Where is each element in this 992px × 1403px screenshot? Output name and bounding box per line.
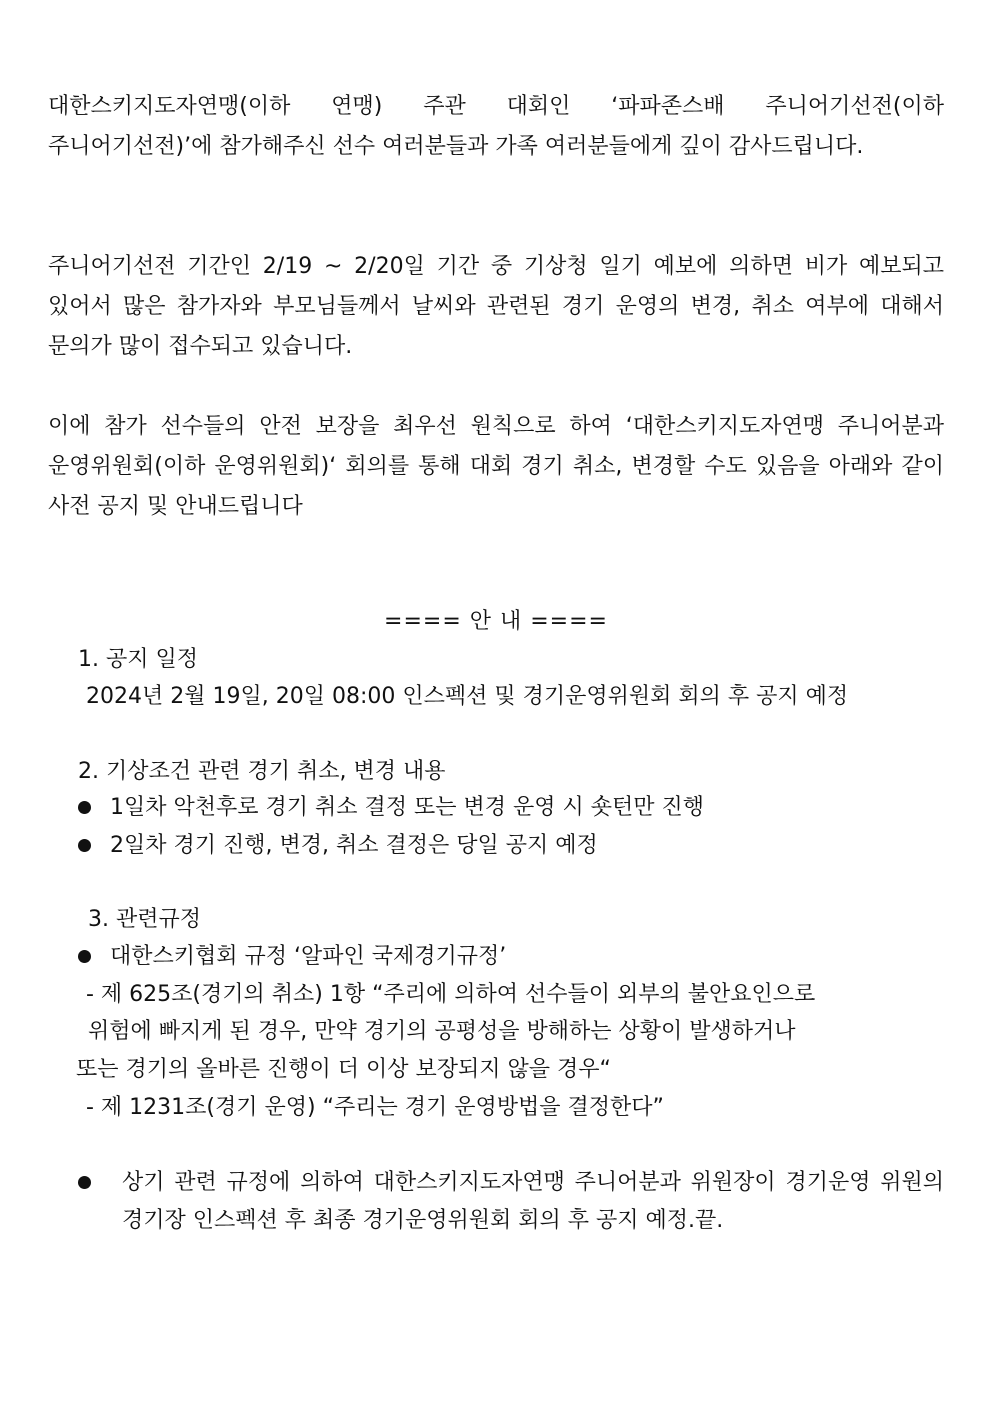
intro-paragraph-3: 이에 참가 선수들의 안전 보장을 최우선 원칙으로 하여 ‘대한스키지도자연맹 주니어분과 운영위원회(이하 운영위원회)‘ 회의를 통해 대회 경기 취소, 변경할 수도 있음을 아래와 같이 사전 공지 및 안내드립니다 bbox=[48, 414, 944, 519]
final-notice: 상기 관련 규정에 의하여 대한스키지도자연맹 주니어분과 위원장이 경기운영 위원의 경기장 인스펙션 후 최종 경기운영위원회 회의 후 공지 예정.끝. bbox=[122, 1170, 944, 1233]
section-3-bullet: 대한스키협회 규정 ‘알파인 국제경기규정’ bbox=[110, 944, 507, 969]
intro-paragraph-1: 대한스키지도자연맹(이하 연맹) 주관 대회인 ‘파파존스배 주니어기선전(이하 주니어기선전)’에 참가해주신 선수 여러분들과 가족 여러분들에게 깊이 감사드립니다. bbox=[48, 94, 944, 159]
rule-625-line-3: 또는 경기의 올바른 진행이 더 이상 보장되지 않을 경우“ bbox=[76, 1057, 611, 1082]
section-2-bullet-2: 2일차 경기 진행, 변경, 취소 결정은 당일 공지 예정 bbox=[110, 833, 598, 858]
bullet-icon bbox=[78, 839, 91, 852]
section-1-body: 2024년 2월 19일, 20일 08:00 인스펙션 및 경기운영위원회 회의 후 공지 예정 bbox=[86, 684, 849, 709]
bullet-icon bbox=[78, 1176, 91, 1189]
bullet-icon bbox=[78, 801, 91, 814]
section-1-title: 1. 공지 일정 bbox=[78, 647, 198, 672]
rule-625-line-1: - 제 625조(경기의 취소) 1항 “주리에 의하여 선수들이 외부의 불안요인으로 bbox=[86, 982, 816, 1007]
intro-paragraph-2: 주니어기선전 기간인 2/19 ~ 2/20일 기간 중 기상청 일기 예보에 의하면 비가 예보되고 있어서 많은 참가자와 부모님들께서 날씨와 관련된 경기 운영의 변경, 취소 여부에 대해서 문의가 많이 접수되고 있습니다. bbox=[48, 254, 944, 359]
bullet-icon bbox=[78, 950, 91, 963]
rule-1231: - 제 1231조(경기 운영) “주리는 경기 운영방법을 결정한다” bbox=[86, 1095, 664, 1120]
section-2-bullet-1: 1일차 악천후로 경기 취소 결정 또는 변경 운영 시 숏턴만 진행 bbox=[110, 795, 704, 820]
section-2-title: 2. 기상조건 관련 경기 취소, 변경 내용 bbox=[78, 759, 446, 784]
section-3-title: 3. 관련규정 bbox=[88, 907, 201, 932]
rule-625-line-2: 위험에 빠지게 된 경우, 만약 경기의 공평성을 방해하는 상황이 발생하거나 bbox=[88, 1019, 796, 1044]
notice-heading: ==== 안 내 ==== bbox=[384, 609, 608, 634]
